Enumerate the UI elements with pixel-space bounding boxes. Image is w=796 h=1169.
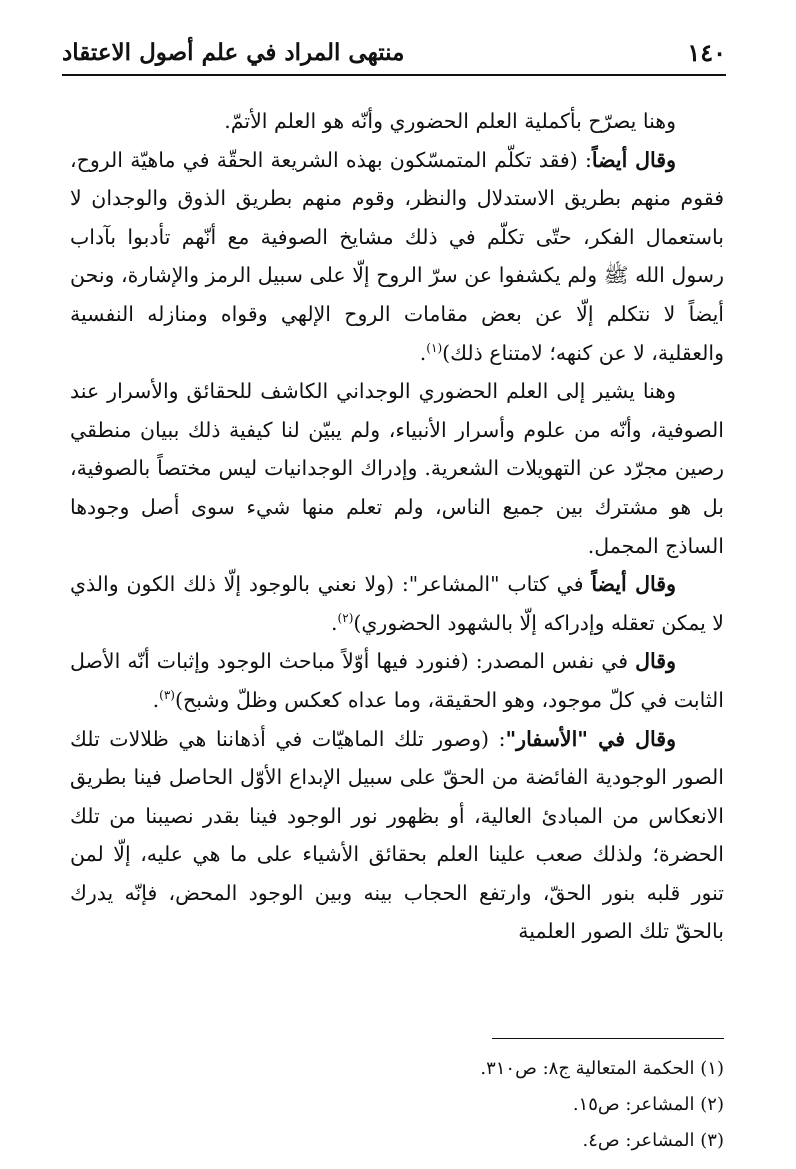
footnote-divider [492, 1038, 724, 1039]
main-text [70, 102, 724, 951]
paragraph-lead: وقال [635, 649, 676, 674]
paragraph [70, 642, 724, 719]
footnote: (٢) المشاعر: ص١٥. [572, 1094, 724, 1115]
paragraph-lead: وقال أيضاً [591, 572, 677, 597]
paragraph-text: : (وصور تلك الماهيّات في أذهاننا هي ظلالات تلك الصور الوجودية الفائضة من الحقّ على سبيل الإبداع الأوّل الحاصل فينا بطريق الانعكاس من المبادئ العالية، أو بظهور نور الوجود فينا بقدر نصيبنا من تلك الحضرة؛ ولذلك صعب علينا العلم بحقائق الأشياء على ما هي عليه، إلّا لمن تنور قلبه بنور الحقّ، وارتفع الحجاب بينه وبين الوجود المحض، فإنّه يدرك بالحقّ تلك الصور العلمية [70, 726, 724, 944]
book-title: منتهى المراد في علم أصول الاعتقاد [62, 38, 405, 66]
paragraph-text: في نفس المصدر: (فنورد فيها أوّلاً مباحث الوجود وإثبات أنّه الأصل الثابت في كلّ موجود، وهو الحقيقة، وما عداه كعكس وظلّ وشبح) [70, 649, 724, 712]
paragraph-lead: وقال في "الأسفار" [505, 726, 676, 751]
footnote-ref: (١) [426, 340, 443, 355]
footnote: (٣) المشاعر: ص٤. [582, 1130, 724, 1151]
paragraph-text: : (فقد تكلّم المتمسّكون بهذه الشريعة الحقّة في ماهيّة الروح، فقوم منهم بطريق الاستدلال والنظر، وقوم منهم بطريق الذوق والوجدان لا باستعمال الفكر، حتّى تكلّم في ذلك مشايخ الصوفية مع أنّهم تأدبوا بآداب رسول الله ﷺ ولم يكشفوا عن سرّ الروح إلّا على سبيل الرمز والإشارة، ونحن أيضاً لا نتكلم إلّا عن بعض مقامات الروح الإلهي وقواه ومنازله النفسية والعقلية، لا عن كنهه؛ لامتناع ذلك) [70, 147, 724, 365]
paragraph-tail: . [331, 610, 338, 635]
paragraph [70, 720, 724, 952]
paragraph-tail: . [152, 687, 160, 712]
paragraph-text: وهنا يشير إلى العلم الحضوري الوجداني الكاشف للحقائق والأسرار عند الصوفية، وأنّه من علوم وأسرار الأنبياء، ولم يبيّن لنا كيفية ذلك ببيان منطقي رصين مجرّد عن التهويلات الشعرية. وإدراك الوجدانيات ليس مختصاً بالصوفية، بل هو مشترك بين جميع الناس، ولم تعلم منها شيء سوى أصل وجودها الساذج المجمل. [70, 379, 724, 558]
running-header [62, 30, 726, 76]
footnote-ref: (٢) [337, 610, 354, 625]
paragraph-text: في كتاب "المشاعر": (ولا نعني بالوجود إلّا ذلك الكون والذي لا يمكن تعقله وإدراكه إلّا بالشهود الحضوري) [70, 572, 724, 635]
footnotes [300, 1051, 724, 1159]
paragraph [70, 102, 724, 141]
paragraph-tail: . [419, 340, 427, 365]
footnote: (١) الحكمة المتعالية ج٨: ص٣١٠. [480, 1058, 724, 1079]
paragraph [70, 565, 724, 642]
footnote-ref: (٣) [159, 688, 175, 703]
paragraph [70, 141, 724, 373]
page-number: ١٤٠ [687, 37, 726, 67]
paragraph [70, 372, 724, 565]
paragraph-lead: وقال أيضاً [591, 147, 676, 172]
paragraph-text: وهنا يصرّح بأكملية العلم الحضوري وأنّه هو العلم الأتمّ. [224, 109, 676, 133]
